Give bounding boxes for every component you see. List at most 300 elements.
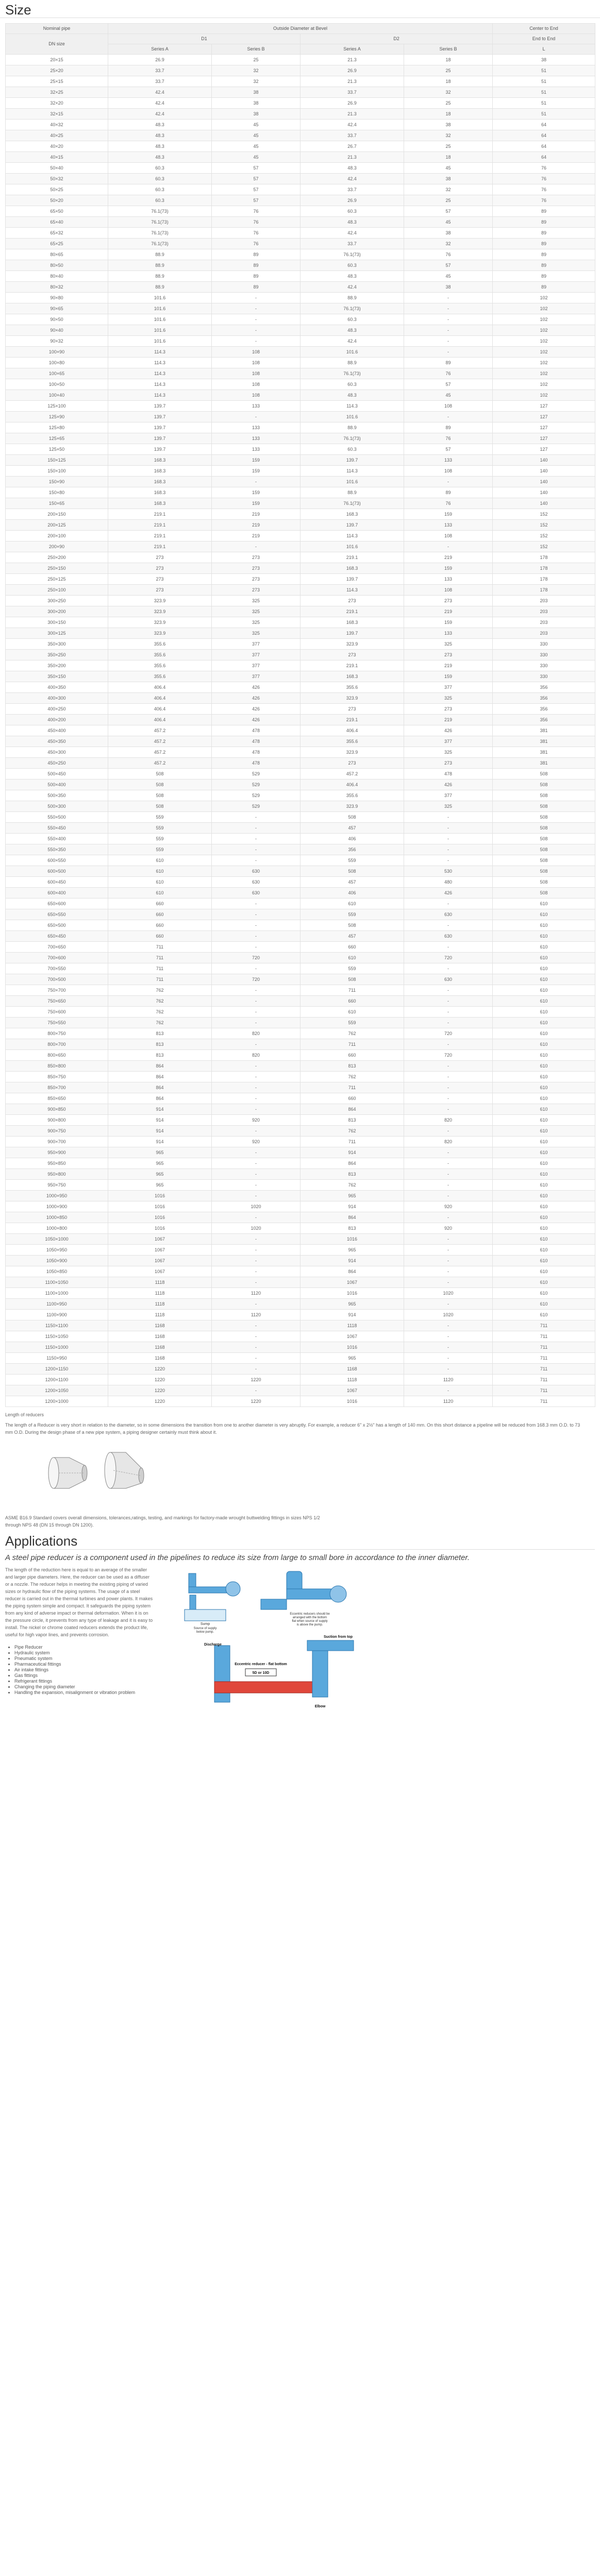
table-row bbox=[6, 1115, 595, 1126]
applications-list-item: • Refrigerant fittings bbox=[14, 1679, 155, 1684]
cell-end-to-end: 610 bbox=[493, 953, 595, 963]
cell-d1-series-a: 323.9 bbox=[108, 617, 212, 628]
cell-d2-series-b: - bbox=[404, 834, 493, 844]
table-row bbox=[6, 574, 595, 585]
cell-d2-series-b: 820 bbox=[404, 1115, 493, 1126]
cell-d2-series-b: - bbox=[404, 303, 493, 314]
cell-dn-size: 80×32 bbox=[6, 282, 108, 293]
cell-dn-size: 850×650 bbox=[6, 1093, 108, 1104]
cell-end-to-end: 89 bbox=[493, 217, 595, 228]
cell-d2-series-b: 219 bbox=[404, 660, 493, 671]
cell-d2-series-b: 45 bbox=[404, 163, 493, 174]
cell-d1-series-a: 114.3 bbox=[108, 347, 212, 358]
cell-dn-size: 32×25 bbox=[6, 87, 108, 98]
applications-diagrams bbox=[184, 1568, 369, 1723]
table-row bbox=[6, 758, 595, 769]
table-row bbox=[6, 736, 595, 747]
cell-d1-series-a: 610 bbox=[108, 866, 212, 877]
cell-dn-size: 125×65 bbox=[6, 433, 108, 444]
cell-dn-size: 500×400 bbox=[6, 779, 108, 790]
table-row bbox=[6, 985, 595, 996]
cell-end-to-end: 102 bbox=[493, 293, 595, 303]
cell-d2-series-a: 914 bbox=[301, 1147, 404, 1158]
cell-d1-series-b: - bbox=[212, 336, 301, 347]
cell-end-to-end: 610 bbox=[493, 909, 595, 920]
cell-d1-series-a: 457.2 bbox=[108, 725, 212, 736]
cell-d2-series-a: 813 bbox=[301, 1115, 404, 1126]
cell-d2-series-b: - bbox=[404, 823, 493, 834]
cell-end-to-end: 89 bbox=[493, 239, 595, 249]
cell-d2-series-a: 711 bbox=[301, 985, 404, 996]
cell-d1-series-b: - bbox=[212, 1364, 301, 1375]
table-row bbox=[6, 152, 595, 163]
cell-dn-size: 400×200 bbox=[6, 715, 108, 725]
cell-dn-size: 900×700 bbox=[6, 1137, 108, 1147]
table-row bbox=[6, 314, 595, 325]
cell-dn-size: 700×600 bbox=[6, 953, 108, 963]
cell-d1-series-b: 720 bbox=[212, 974, 301, 985]
cell-d1-series-a: 101.6 bbox=[108, 336, 212, 347]
table-row bbox=[6, 1050, 595, 1061]
table-row bbox=[6, 747, 595, 758]
cell-dn-size: 750×650 bbox=[6, 996, 108, 1007]
cell-dn-size: 90×65 bbox=[6, 303, 108, 314]
table-row bbox=[6, 444, 595, 455]
table-row bbox=[6, 303, 595, 314]
cell-end-to-end: 127 bbox=[493, 433, 595, 444]
cell-d2-series-a: 914 bbox=[301, 1256, 404, 1266]
cell-d1-series-a: 965 bbox=[108, 1147, 212, 1158]
cell-d1-series-a: 60.3 bbox=[108, 174, 212, 184]
cell-d2-series-b: 25 bbox=[404, 98, 493, 109]
cell-d1-series-a: 60.3 bbox=[108, 184, 212, 195]
cell-d2-series-a: 168.3 bbox=[301, 509, 404, 520]
cell-d2-series-b: - bbox=[404, 1320, 493, 1331]
cell-d1-series-a: 273 bbox=[108, 585, 212, 596]
cell-end-to-end: 51 bbox=[493, 87, 595, 98]
cell-d1-series-b: 159 bbox=[212, 455, 301, 466]
cell-d2-series-b: - bbox=[404, 314, 493, 325]
table-row bbox=[6, 282, 595, 293]
table-row bbox=[6, 293, 595, 303]
cell-end-to-end: 610 bbox=[493, 1061, 595, 1072]
cell-d2-series-a: 965 bbox=[301, 1299, 404, 1310]
table-row bbox=[6, 1310, 595, 1320]
cell-d1-series-a: 864 bbox=[108, 1072, 212, 1082]
eccentric-reducer-sketch bbox=[105, 1452, 144, 1488]
cell-dn-size: 32×15 bbox=[6, 109, 108, 120]
cell-d1-series-a: 1118 bbox=[108, 1299, 212, 1310]
cell-dn-size: 100×65 bbox=[6, 368, 108, 379]
cell-dn-size: 500×300 bbox=[6, 801, 108, 812]
cell-end-to-end: 610 bbox=[493, 1082, 595, 1093]
cell-d1-series-a: 114.3 bbox=[108, 368, 212, 379]
cell-d2-series-a: 355.6 bbox=[301, 736, 404, 747]
cell-d1-series-a: 508 bbox=[108, 769, 212, 779]
cell-d2-series-b: 108 bbox=[404, 585, 493, 596]
cell-d2-series-b: 32 bbox=[404, 87, 493, 98]
cell-d2-series-a: 406.4 bbox=[301, 725, 404, 736]
cell-d2-series-a: 914 bbox=[301, 1201, 404, 1212]
cell-d2-series-a: 1168 bbox=[301, 1364, 404, 1375]
table-row bbox=[6, 1223, 595, 1234]
cell-dn-size: 80×50 bbox=[6, 260, 108, 271]
cell-d2-series-a: 33.7 bbox=[301, 184, 404, 195]
cell-end-to-end: 203 bbox=[493, 606, 595, 617]
cell-d2-series-a: 88.9 bbox=[301, 422, 404, 433]
cell-d1-series-a: 168.3 bbox=[108, 466, 212, 477]
table-row bbox=[6, 628, 595, 639]
cell-d1-series-a: 219.1 bbox=[108, 509, 212, 520]
cell-d1-series-a: 88.9 bbox=[108, 260, 212, 271]
cell-d1-series-b: - bbox=[212, 899, 301, 909]
cell-d2-series-b: 219 bbox=[404, 552, 493, 563]
cell-d1-series-a: 273 bbox=[108, 574, 212, 585]
cell-end-to-end: 711 bbox=[493, 1385, 595, 1396]
table-row bbox=[6, 682, 595, 693]
cell-d2-series-b: - bbox=[404, 1180, 493, 1191]
table-row bbox=[6, 1320, 595, 1331]
cell-d2-series-b: 57 bbox=[404, 260, 493, 271]
cell-d1-series-a: 219.1 bbox=[108, 531, 212, 541]
cell-d2-series-a: 813 bbox=[301, 1169, 404, 1180]
cell-d2-series-b: 630 bbox=[404, 909, 493, 920]
cell-d1-series-b: 426 bbox=[212, 704, 301, 715]
cell-d1-series-b: 133 bbox=[212, 401, 301, 412]
cell-d2-series-b: 159 bbox=[404, 509, 493, 520]
cell-d1-series-a: 711 bbox=[108, 942, 212, 953]
cell-dn-size: 1050×950 bbox=[6, 1245, 108, 1256]
cell-d2-series-b: - bbox=[404, 942, 493, 953]
cell-end-to-end: 610 bbox=[493, 985, 595, 996]
header-d2-series-a: Series A bbox=[301, 44, 404, 55]
cell-d2-series-a: 273 bbox=[301, 596, 404, 606]
cell-d2-series-a: 762 bbox=[301, 1180, 404, 1191]
cell-dn-size: 650×450 bbox=[6, 931, 108, 942]
cell-d2-series-a: 88.9 bbox=[301, 293, 404, 303]
header-d2: D2 bbox=[301, 34, 493, 44]
cell-end-to-end: 203 bbox=[493, 617, 595, 628]
table-row bbox=[6, 541, 595, 552]
cell-dn-size: 600×450 bbox=[6, 877, 108, 888]
cell-dn-size: 600×400 bbox=[6, 888, 108, 899]
cell-dn-size: 25×15 bbox=[6, 76, 108, 87]
cell-end-to-end: 330 bbox=[493, 639, 595, 650]
cell-dn-size: 750×700 bbox=[6, 985, 108, 996]
cell-d1-series-a: 323.9 bbox=[108, 596, 212, 606]
cell-d1-series-b: 920 bbox=[212, 1137, 301, 1147]
table-row bbox=[6, 1072, 595, 1082]
cell-d1-series-b: 159 bbox=[212, 498, 301, 509]
cell-dn-size: 900×850 bbox=[6, 1104, 108, 1115]
cell-dn-size: 1200×1050 bbox=[6, 1385, 108, 1396]
cell-end-to-end: 610 bbox=[493, 1147, 595, 1158]
cell-d2-series-b: - bbox=[404, 1364, 493, 1375]
cell-d1-series-b: - bbox=[212, 909, 301, 920]
table-row bbox=[6, 412, 595, 422]
cell-d1-series-b: - bbox=[212, 477, 301, 487]
table-row bbox=[6, 931, 595, 942]
table-row bbox=[6, 552, 595, 563]
header-d1: D1 bbox=[108, 34, 301, 44]
cell-d2-series-b: - bbox=[404, 1061, 493, 1072]
cell-end-to-end: 508 bbox=[493, 834, 595, 844]
cell-d2-series-b: - bbox=[404, 1299, 493, 1310]
cell-end-to-end: 38 bbox=[493, 55, 595, 65]
cell-d1-series-b: 1020 bbox=[212, 1223, 301, 1234]
table-row bbox=[6, 1082, 595, 1093]
cell-d2-series-b: 76 bbox=[404, 433, 493, 444]
cell-d2-series-a: 168.3 bbox=[301, 617, 404, 628]
cell-d1-series-a: 114.3 bbox=[108, 390, 212, 401]
cell-d1-series-a: 660 bbox=[108, 899, 212, 909]
cell-d1-series-b: - bbox=[212, 1007, 301, 1018]
cell-d2-series-a: 1067 bbox=[301, 1331, 404, 1342]
cell-d1-series-b: 133 bbox=[212, 422, 301, 433]
table-row bbox=[6, 422, 595, 433]
table-row bbox=[6, 206, 595, 217]
cell-d2-series-a: 48.3 bbox=[301, 271, 404, 282]
applications-list-item: • Changing the piping diameter bbox=[14, 1684, 155, 1690]
cell-d2-series-b: - bbox=[404, 1256, 493, 1266]
cell-d2-series-b: - bbox=[404, 899, 493, 909]
cell-d2-series-b: 108 bbox=[404, 401, 493, 412]
table-row bbox=[6, 65, 595, 76]
cell-dn-size: 650×550 bbox=[6, 909, 108, 920]
cell-d1-series-b: 630 bbox=[212, 877, 301, 888]
cell-d1-series-a: 914 bbox=[108, 1104, 212, 1115]
cell-end-to-end: 76 bbox=[493, 195, 595, 206]
cell-dn-size: 65×50 bbox=[6, 206, 108, 217]
cell-d1-series-a: 1067 bbox=[108, 1266, 212, 1277]
cell-d1-series-b: 76 bbox=[212, 228, 301, 239]
table-row bbox=[6, 1147, 595, 1158]
cell-dn-size: 65×32 bbox=[6, 228, 108, 239]
cell-d2-series-a: 48.3 bbox=[301, 390, 404, 401]
cell-d1-series-a: 1067 bbox=[108, 1234, 212, 1245]
cell-d2-series-b: 18 bbox=[404, 109, 493, 120]
cell-d2-series-b: 426 bbox=[404, 888, 493, 899]
cell-dn-size: 250×125 bbox=[6, 574, 108, 585]
cell-d1-series-a: 76.1(73) bbox=[108, 239, 212, 249]
cell-dn-size: 1150×1100 bbox=[6, 1320, 108, 1331]
cell-d1-series-a: 139.7 bbox=[108, 433, 212, 444]
cell-d2-series-a: 21.3 bbox=[301, 76, 404, 87]
table-row bbox=[6, 1039, 595, 1050]
cell-end-to-end: 203 bbox=[493, 596, 595, 606]
cell-d2-series-a: 60.3 bbox=[301, 379, 404, 390]
cell-d1-series-b: 1220 bbox=[212, 1396, 301, 1407]
cell-dn-size: 450×300 bbox=[6, 747, 108, 758]
cell-end-to-end: 51 bbox=[493, 98, 595, 109]
cell-d1-series-b: 89 bbox=[212, 271, 301, 282]
cell-d1-series-a: 114.3 bbox=[108, 379, 212, 390]
table-row bbox=[6, 1364, 595, 1375]
cell-dn-size: 1000×800 bbox=[6, 1223, 108, 1234]
applications-lead: A steel pipe reducer is a component used in the pipelines to reduce its size from large to small bore in accordance to the inner diameter. bbox=[5, 1553, 470, 1562]
cell-d2-series-b: - bbox=[404, 1266, 493, 1277]
table-row bbox=[6, 239, 595, 249]
cell-d1-series-b: 820 bbox=[212, 1050, 301, 1061]
cell-d1-series-b: 529 bbox=[212, 769, 301, 779]
cell-d2-series-a: 21.3 bbox=[301, 109, 404, 120]
cell-end-to-end: 610 bbox=[493, 1104, 595, 1115]
table-row bbox=[6, 1028, 595, 1039]
table-row bbox=[6, 1018, 595, 1028]
cell-end-to-end: 610 bbox=[493, 1277, 595, 1288]
cell-d2-series-a: 60.3 bbox=[301, 260, 404, 271]
cell-dn-size: 1100×1050 bbox=[6, 1277, 108, 1288]
table-row bbox=[6, 1331, 595, 1342]
cell-d2-series-a: 1016 bbox=[301, 1288, 404, 1299]
asme-paragraph: ASME B16.9 Standard covers overall dimensions, tolerances,ratings, testing, and markings for factory-made wrought buttwelding fittings in sizes NPS 1/2 through NPS 48 (DN 15 through DN 1200). bbox=[5, 1515, 320, 1528]
table-row bbox=[6, 953, 595, 963]
cell-d2-series-a: 610 bbox=[301, 899, 404, 909]
table-row bbox=[6, 358, 595, 368]
cell-end-to-end: 140 bbox=[493, 498, 595, 509]
cell-d1-series-a: 1220 bbox=[108, 1396, 212, 1407]
cell-d1-series-b: 89 bbox=[212, 249, 301, 260]
cell-d1-series-b: 159 bbox=[212, 487, 301, 498]
cell-d1-series-a: 139.7 bbox=[108, 444, 212, 455]
table-row bbox=[6, 509, 595, 520]
table-row bbox=[6, 596, 595, 606]
cell-d1-series-a: 42.4 bbox=[108, 98, 212, 109]
cell-d2-series-b: 325 bbox=[404, 747, 493, 758]
table-row bbox=[6, 1126, 595, 1137]
cell-end-to-end: 508 bbox=[493, 769, 595, 779]
cell-end-to-end: 330 bbox=[493, 671, 595, 682]
cell-end-to-end: 152 bbox=[493, 531, 595, 541]
cell-d1-series-a: 965 bbox=[108, 1158, 212, 1169]
cell-end-to-end: 610 bbox=[493, 1028, 595, 1039]
cell-dn-size: 700×550 bbox=[6, 963, 108, 974]
cell-d2-series-b: - bbox=[404, 1169, 493, 1180]
cell-end-to-end: 64 bbox=[493, 141, 595, 152]
cell-dn-size: 650×600 bbox=[6, 899, 108, 909]
cell-d2-series-b: 76 bbox=[404, 498, 493, 509]
cell-d1-series-a: 1168 bbox=[108, 1342, 212, 1353]
cell-dn-size: 1050×900 bbox=[6, 1256, 108, 1266]
cell-dn-size: 1150×1000 bbox=[6, 1342, 108, 1353]
cell-dn-size: 200×100 bbox=[6, 531, 108, 541]
table-row bbox=[6, 163, 595, 174]
cell-d1-series-a: 1016 bbox=[108, 1191, 212, 1201]
cell-end-to-end: 76 bbox=[493, 184, 595, 195]
cell-dn-size: 1000×950 bbox=[6, 1191, 108, 1201]
cell-d1-series-b: 1220 bbox=[212, 1375, 301, 1385]
cell-end-to-end: 356 bbox=[493, 704, 595, 715]
cell-d2-series-a: 1118 bbox=[301, 1320, 404, 1331]
cell-d2-series-a: 88.9 bbox=[301, 487, 404, 498]
cell-d2-series-a: 508 bbox=[301, 920, 404, 931]
table-row bbox=[6, 715, 595, 725]
cell-d1-series-b: - bbox=[212, 1158, 301, 1169]
header-d1-series-b: Series B bbox=[212, 44, 301, 55]
cell-d2-series-b: 45 bbox=[404, 217, 493, 228]
table-row bbox=[6, 1353, 595, 1364]
table-row bbox=[6, 325, 595, 336]
cell-d1-series-b: - bbox=[212, 1212, 301, 1223]
cell-d1-series-a: 48.3 bbox=[108, 141, 212, 152]
cell-dn-size: 200×90 bbox=[6, 541, 108, 552]
cell-d2-series-a: 457 bbox=[301, 931, 404, 942]
sump-label: Sump bbox=[200, 1622, 210, 1626]
cell-d1-series-a: 323.9 bbox=[108, 606, 212, 617]
cell-d2-series-a: 48.3 bbox=[301, 325, 404, 336]
table-row bbox=[6, 1212, 595, 1223]
cell-d2-series-a: 1067 bbox=[301, 1277, 404, 1288]
cell-d2-series-a: 406 bbox=[301, 834, 404, 844]
cell-d2-series-a: 114.3 bbox=[301, 466, 404, 477]
table-row bbox=[6, 1104, 595, 1115]
cell-d2-series-a: 864 bbox=[301, 1266, 404, 1277]
table-row bbox=[6, 347, 595, 358]
cell-d1-series-a: 168.3 bbox=[108, 455, 212, 466]
cell-d2-series-b: 325 bbox=[404, 693, 493, 704]
cell-dn-size: 850×750 bbox=[6, 1072, 108, 1082]
cell-end-to-end: 610 bbox=[493, 1201, 595, 1212]
cell-d2-series-a: 101.6 bbox=[301, 541, 404, 552]
cell-end-to-end: 610 bbox=[493, 1223, 595, 1234]
cell-d1-series-a: 26.9 bbox=[108, 55, 212, 65]
cell-d2-series-b: 25 bbox=[404, 195, 493, 206]
cell-d2-series-a: 1118 bbox=[301, 1375, 404, 1385]
cell-d2-series-a: 660 bbox=[301, 1050, 404, 1061]
cell-end-to-end: 610 bbox=[493, 1266, 595, 1277]
cell-end-to-end: 178 bbox=[493, 574, 595, 585]
cell-dn-size: 40×32 bbox=[6, 120, 108, 130]
table-row bbox=[6, 433, 595, 444]
cell-d1-series-a: 457.2 bbox=[108, 758, 212, 769]
applications-paragraph: The length of the reduction here is equal to an average of the smaller and larger pipe diameters. Here, the reducer can be used as a diffuser or a nozzle. The reducer helps in meeting the existing piping of varied sizes or hydraulic flow of the piping systems. The usage of a steel reducer is carried out in the thermal turbines and power plants. It makes the piping system simple and compact. It safeguards the piping system from any kind of adverse impact or thermal deformation. When it is on the pressure circle, it prevents from any type of leakage and it is easy to install. The nickel or chrome coated reducers extends the product life, useful for high vapor lines, and prevents corrosion. bbox=[5, 1567, 153, 1637]
cell-end-to-end: 610 bbox=[493, 1039, 595, 1050]
table-row bbox=[6, 693, 595, 704]
cell-d1-series-b: - bbox=[212, 1104, 301, 1115]
cell-d2-series-a: 864 bbox=[301, 1158, 404, 1169]
cell-d1-series-b: 57 bbox=[212, 163, 301, 174]
cell-dn-size: 100×90 bbox=[6, 347, 108, 358]
cell-d2-series-a: 114.3 bbox=[301, 401, 404, 412]
cell-d1-series-a: 813 bbox=[108, 1039, 212, 1050]
cell-d1-series-b: 920 bbox=[212, 1115, 301, 1126]
table-row bbox=[6, 974, 595, 985]
cell-d1-series-b: 325 bbox=[212, 596, 301, 606]
cell-d1-series-a: 762 bbox=[108, 985, 212, 996]
cell-dn-size: 150×125 bbox=[6, 455, 108, 466]
cell-d2-series-b: - bbox=[404, 1072, 493, 1082]
cell-dn-size: 950×750 bbox=[6, 1180, 108, 1191]
cell-d1-series-b: 108 bbox=[212, 358, 301, 368]
cell-end-to-end: 610 bbox=[493, 1256, 595, 1266]
cell-dn-size: 40×15 bbox=[6, 152, 108, 163]
cell-d2-series-a: 42.4 bbox=[301, 174, 404, 184]
cell-d1-series-b: 133 bbox=[212, 444, 301, 455]
cell-dn-size: 50×40 bbox=[6, 163, 108, 174]
cell-dn-size: 1200×1100 bbox=[6, 1375, 108, 1385]
table-row bbox=[6, 1180, 595, 1191]
cell-d1-series-b: 325 bbox=[212, 617, 301, 628]
table-row bbox=[6, 1375, 595, 1385]
cell-d2-series-b: 18 bbox=[404, 152, 493, 163]
cell-d2-series-b: 426 bbox=[404, 725, 493, 736]
cell-end-to-end: 381 bbox=[493, 725, 595, 736]
cell-d1-series-a: 1220 bbox=[108, 1375, 212, 1385]
cell-d1-series-a: 168.3 bbox=[108, 477, 212, 487]
cell-d2-series-b: 133 bbox=[404, 574, 493, 585]
cell-d2-series-b: 108 bbox=[404, 531, 493, 541]
cell-d1-series-b: 108 bbox=[212, 347, 301, 358]
